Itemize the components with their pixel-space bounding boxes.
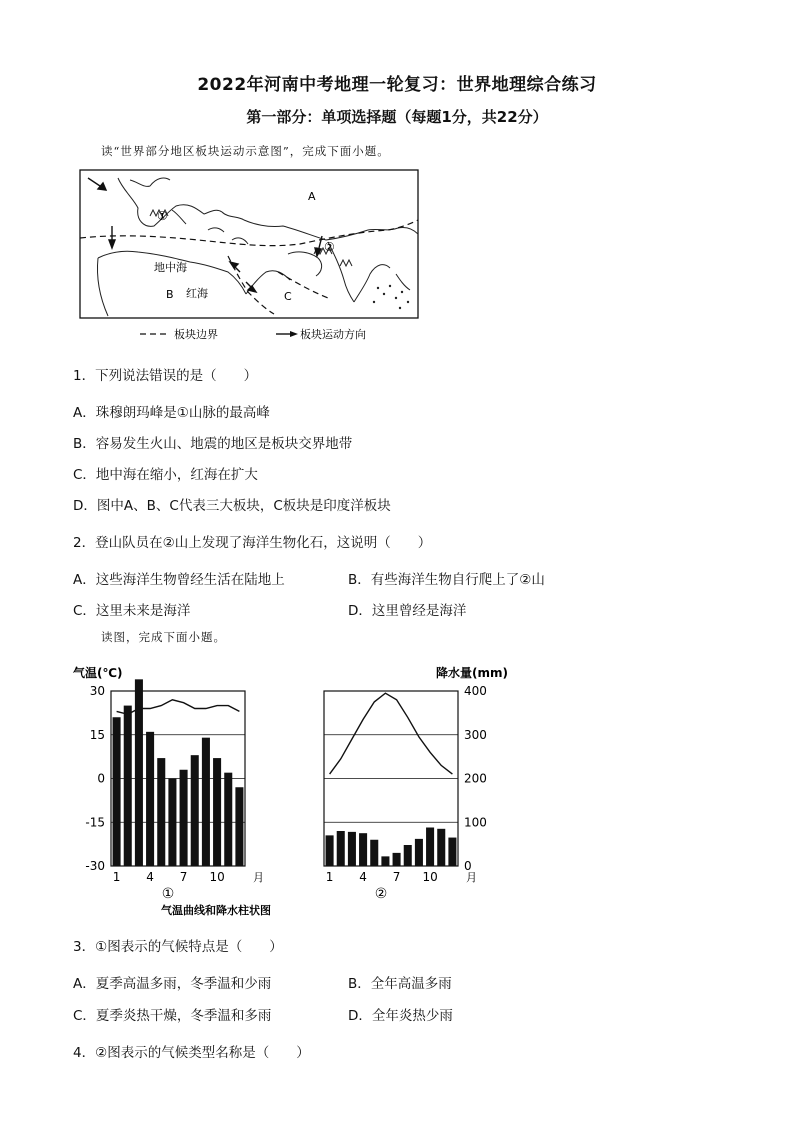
q3-option-c[interactable]: C．夏季炎热干燥，冬季温和多雨 <box>73 1008 272 1024</box>
question-1: 1．下列说法错误的是（ ） <box>73 368 258 384</box>
mediterranean-label: 地中海 <box>154 261 187 274</box>
y-tick-label: 0 <box>97 771 105 786</box>
q1-option-b[interactable]: B．容易发生火山、地震的地区是板块交界地带 <box>73 436 353 452</box>
bar <box>213 758 221 866</box>
page-title: 2022年河南中考地理一轮复习：世界地理综合练习 <box>197 75 597 95</box>
y-axis-label: 降水量(mm) <box>436 666 508 680</box>
x-tick-label: 4 <box>146 870 154 884</box>
y-tick-label: 0 <box>464 859 472 873</box>
bar <box>437 829 445 866</box>
x-tick-label: 4 <box>359 870 367 884</box>
chart-marker: ① <box>161 886 175 902</box>
bar <box>426 828 434 867</box>
chart-1 <box>73 665 264 902</box>
q3-option-d[interactable]: D．全年炎热少雨 <box>348 1008 453 1024</box>
line-series <box>330 693 453 774</box>
bar <box>393 853 401 866</box>
question-3: 3．①图表示的气候特点是（ ） <box>73 939 283 955</box>
legend-boundary-text: 板块边界 <box>174 328 218 341</box>
y-tick-label: -30 <box>85 859 105 873</box>
bar <box>404 845 412 866</box>
section-subtitle: 第一部分：单项选择题（每题1分，共22分） <box>246 108 548 126</box>
bar <box>202 738 210 866</box>
bar <box>157 758 165 866</box>
chart-caption: 气温曲线和降水柱状图 <box>161 904 271 917</box>
y-axis-label: 气温(℃) <box>73 666 123 680</box>
x-tick-label: 1 <box>325 870 334 884</box>
x-tick-label: 1 <box>112 870 121 884</box>
chart-marker: ② <box>374 886 388 902</box>
intro-map: 读“世界部分地区板块运动示意图”，完成下面小题。 <box>101 144 390 158</box>
legend-arrowhead-icon <box>290 331 298 337</box>
intro-charts: 读图，完成下面小题。 <box>101 630 226 644</box>
x-axis-label: 月 <box>253 871 264 884</box>
y-tick-label: 100 <box>464 815 487 830</box>
q1-option-c[interactable]: C．地中海在缩小，红海在扩大 <box>73 467 258 483</box>
bar <box>348 832 356 866</box>
bar <box>124 706 132 866</box>
x-tick-label: 7 <box>179 870 188 884</box>
bar <box>415 839 423 866</box>
y-tick-label: -15 <box>85 815 105 830</box>
q2-option-c[interactable]: C．这里未来是海洋 <box>73 603 191 619</box>
y-tick-label: 300 <box>464 727 487 742</box>
marker-1: ① <box>157 209 168 223</box>
plate-label-b: B <box>166 288 174 301</box>
bar <box>337 831 345 866</box>
bar <box>135 679 143 866</box>
marker-2: ② <box>324 240 335 254</box>
bar <box>448 838 456 866</box>
bar <box>359 833 367 866</box>
bar <box>168 779 176 867</box>
question-4: 4．②图表示的气候类型名称是（ ） <box>73 1045 310 1061</box>
bar <box>326 835 334 866</box>
y-tick-label: 15 <box>89 727 105 742</box>
climate-charts <box>66 655 526 920</box>
x-tick-label: 7 <box>392 870 401 884</box>
y-tick-label: 400 <box>464 684 487 698</box>
q1-option-a[interactable]: A．珠穆朗玛峰是①山脉的最高峰 <box>73 405 270 421</box>
x-axis-label: 月 <box>466 871 477 884</box>
q2-option-a[interactable]: A．这些海洋生物曾经生活在陆地上 <box>73 572 285 588</box>
q2-option-d[interactable]: D．这里曾经是海洋 <box>348 603 467 619</box>
bar <box>381 856 389 866</box>
plate-label-a: A <box>308 190 316 203</box>
bar <box>191 755 199 866</box>
q2-option-b[interactable]: B．有些海洋生物自行爬上了②山 <box>348 572 545 588</box>
y-tick-label: 30 <box>89 684 105 698</box>
x-tick-label: 10 <box>209 870 225 884</box>
q1-option-d[interactable]: D．图中A、B、C代表三大板块，C板块是印度洋板块 <box>73 498 391 514</box>
q3-option-a[interactable]: A．夏季高温多雨，冬季温和少雨 <box>73 976 272 992</box>
bar <box>146 732 154 866</box>
bar <box>370 840 378 866</box>
y-tick-label: 200 <box>464 771 487 786</box>
chart-2 <box>324 665 508 902</box>
plate-map <box>78 168 423 348</box>
question-2: 2．登山队员在②山上发现了海洋生物化石，这说明（ ） <box>73 535 432 551</box>
plate-label-c: C <box>284 290 292 303</box>
red-sea-label: 红海 <box>186 287 208 300</box>
legend-direction-text: 板块运动方向 <box>300 328 366 341</box>
bar <box>113 717 121 866</box>
bar <box>224 773 232 866</box>
bar <box>235 787 243 866</box>
bar <box>180 770 188 866</box>
x-tick-label: 10 <box>422 870 438 884</box>
q3-option-b[interactable]: B．全年高温多雨 <box>348 976 452 992</box>
